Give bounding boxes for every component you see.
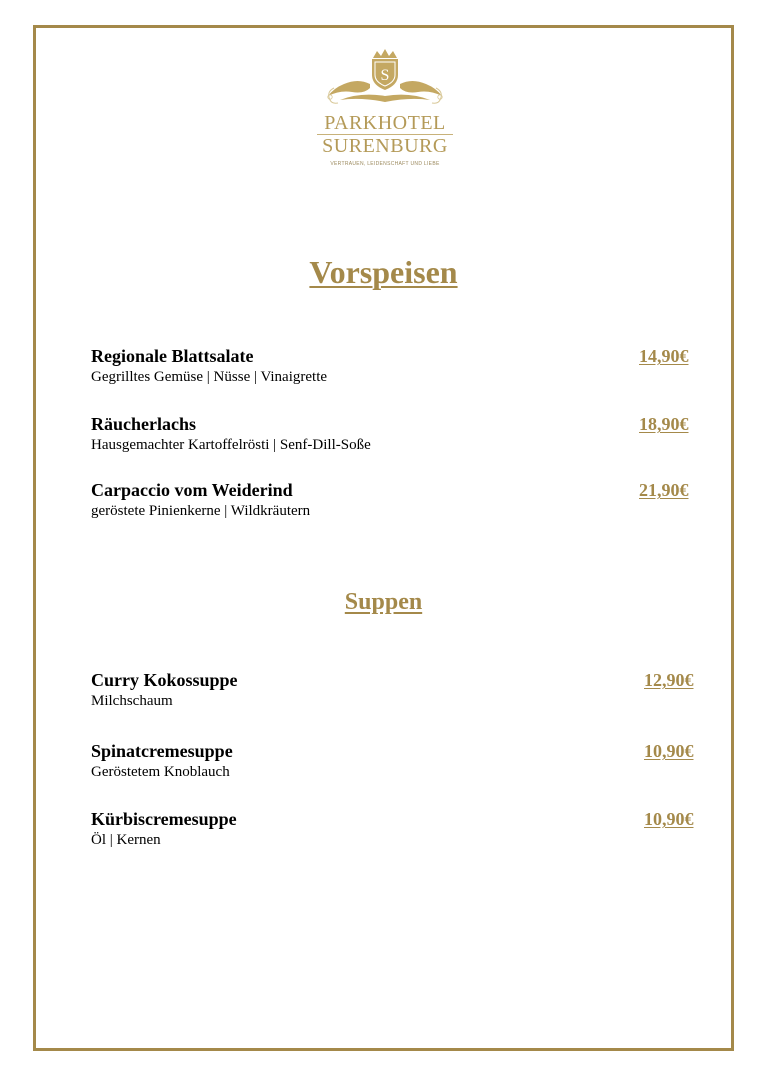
menu-item-price: 10,90€ bbox=[644, 741, 694, 761]
menu-item bbox=[91, 414, 371, 455]
menu-item-price: 21,90€ bbox=[639, 480, 689, 500]
section-title-suppen: Suppen bbox=[344, 589, 423, 615]
hotel-logo bbox=[300, 48, 470, 167]
menu-item-description: geröstete Pinienkerne | Wildkräutern bbox=[91, 503, 311, 519]
crest-s-icon bbox=[320, 48, 450, 110]
menu-item-description: Gegrilltes Gemüse | Nüsse | Vinaigrette bbox=[91, 369, 328, 385]
logo-tagline: VERTRAUEN, LEIDENSCHAFT UND LIEBE bbox=[330, 161, 440, 167]
menu-item-price: 12,90€ bbox=[644, 670, 694, 690]
menu-item-description: Hausgemachter Kartoffelrösti | Senf-Dill-Soße bbox=[91, 437, 371, 453]
logo-wordmark-line2: SURENBURG bbox=[322, 135, 448, 157]
menu-item bbox=[91, 809, 237, 850]
menu-item-description: Milchschaum bbox=[91, 693, 173, 709]
menu-item-price: 18,90€ bbox=[639, 414, 689, 434]
menu-item-name: Curry Kokossuppe bbox=[91, 670, 238, 690]
menu-item-name: Spinatcremesuppe bbox=[91, 741, 233, 761]
logo-wordmark-line1: PARKHOTEL bbox=[324, 112, 446, 134]
menu-item-price: 10,90€ bbox=[644, 809, 694, 829]
menu-item-name: Räucherlachs bbox=[91, 414, 196, 434]
menu-item-description: Geröstetem Knoblauch bbox=[91, 764, 230, 780]
menu-item-name: Kürbiscremesuppe bbox=[91, 809, 237, 829]
menu-item bbox=[91, 346, 327, 387]
menu-item-price: 14,90€ bbox=[639, 346, 689, 366]
section-title-vorspeisen: Vorspeisen bbox=[309, 254, 458, 290]
menu-item bbox=[91, 480, 310, 521]
menu-item bbox=[91, 741, 233, 782]
svg-text:S: S bbox=[380, 67, 390, 84]
menu-item-description: Öl | Kernen bbox=[91, 832, 161, 848]
page-border bbox=[33, 25, 734, 1051]
menu-item bbox=[91, 670, 238, 711]
menu-item-name: Regionale Blattsalate bbox=[91, 346, 254, 366]
menu-item-name: Carpaccio vom Weiderind bbox=[91, 480, 293, 500]
